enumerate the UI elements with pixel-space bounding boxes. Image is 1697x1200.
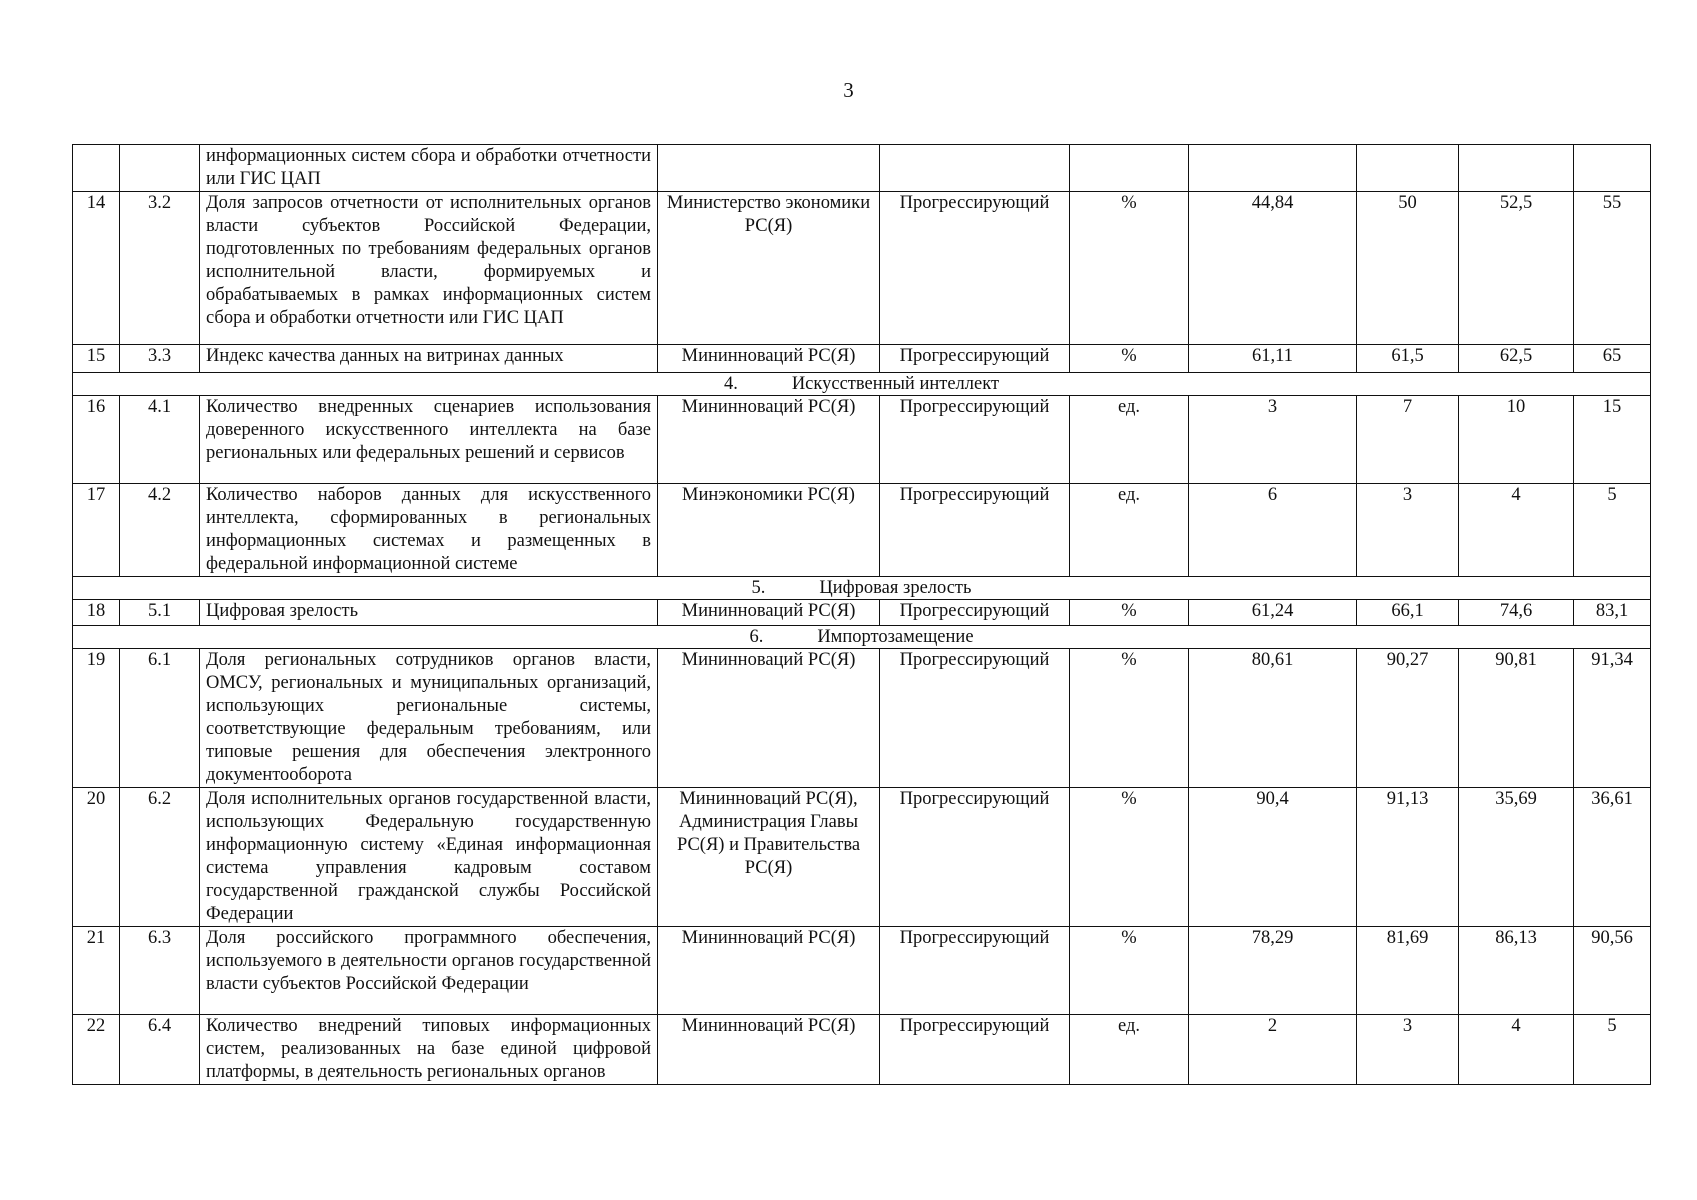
table-row — [73, 788, 1651, 927]
cell-value-2: 52,5 — [1459, 192, 1574, 345]
cell-value-2: 62,5 — [1459, 345, 1574, 373]
section-row — [73, 577, 1651, 600]
cell-responsible: Мининноваций РС(Я), Администрация Главы РС(Я) и Правительства РС(Я) — [658, 788, 880, 927]
section-row — [73, 373, 1651, 396]
table-row — [73, 649, 1651, 788]
cell-responsible: Мининноваций РС(Я) — [658, 345, 880, 373]
cell-type: Прогрессирующий — [880, 396, 1070, 484]
cell-unit: ед. — [1070, 1015, 1189, 1085]
cell-value-2: 10 — [1459, 396, 1574, 484]
cell-indicator-name: Доля российского программного обеспечения, используемого в деятельности органов государственной власти субъектов Российской Федерации — [200, 927, 658, 1015]
cell-unit: % — [1070, 600, 1189, 626]
cell-num — [73, 145, 120, 192]
cell-unit: % — [1070, 927, 1189, 1015]
cell-value-3 — [1574, 145, 1651, 192]
cell-base-value: 2 — [1189, 1015, 1357, 1085]
cell-responsible: Мининноваций РС(Я) — [658, 600, 880, 626]
cell-code: 4.2 — [120, 484, 200, 577]
cell-code: 3.2 — [120, 192, 200, 345]
cell-code: 6.4 — [120, 1015, 200, 1085]
table-row — [73, 484, 1651, 577]
cell-num: 21 — [73, 927, 120, 1015]
cell-code — [120, 145, 200, 192]
cell-type: Прогрессирующий — [880, 484, 1070, 577]
cell-unit: ед. — [1070, 484, 1189, 577]
cell-code: 6.2 — [120, 788, 200, 927]
cell-value-3: 15 — [1574, 396, 1651, 484]
cell-num: 16 — [73, 396, 120, 484]
section-row — [73, 626, 1651, 649]
cell-responsible: Мининноваций РС(Я) — [658, 396, 880, 484]
section-heading — [73, 373, 1651, 396]
section-heading — [73, 626, 1651, 649]
cell-value-1: 50 — [1357, 192, 1459, 345]
cell-type: Прогрессирующий — [880, 788, 1070, 927]
cell-num: 22 — [73, 1015, 120, 1085]
cell-base-value: 78,29 — [1189, 927, 1357, 1015]
cell-num: 14 — [73, 192, 120, 345]
cell-code: 6.1 — [120, 649, 200, 788]
cell-value-3: 5 — [1574, 484, 1651, 577]
cell-value-1 — [1357, 145, 1459, 192]
cell-indicator-name: Индекс качества данных на витринах данных — [200, 345, 658, 373]
cell-type: Прогрессирующий — [880, 600, 1070, 626]
cell-type: Прогрессирующий — [880, 1015, 1070, 1085]
cell-base-value — [1189, 145, 1357, 192]
cell-responsible — [658, 145, 880, 192]
cell-indicator-name: Количество внедрений типовых информационных систем, реализованных на базе единой цифровой платформы, в деятельность региональных органов — [200, 1015, 658, 1085]
cell-responsible: Мининноваций РС(Я) — [658, 927, 880, 1015]
cell-value-1: 81,69 — [1357, 927, 1459, 1015]
cell-unit: % — [1070, 649, 1189, 788]
cell-type: Прогрессирующий — [880, 192, 1070, 345]
cell-unit — [1070, 145, 1189, 192]
cell-value-1: 91,13 — [1357, 788, 1459, 927]
cell-base-value: 61,11 — [1189, 345, 1357, 373]
section-title: Искусственный интеллект — [791, 374, 1000, 394]
table-row — [73, 192, 1651, 345]
cell-responsible: Министерство экономики РС(Я) — [658, 192, 880, 345]
cell-responsible: Мининноваций РС(Я) — [658, 1015, 880, 1085]
section-title: Импортозамещение — [817, 627, 974, 647]
cell-value-1: 66,1 — [1357, 600, 1459, 626]
table-row — [73, 345, 1651, 373]
cell-value-1: 3 — [1357, 1015, 1459, 1085]
cell-type — [880, 145, 1070, 192]
cell-unit: % — [1070, 345, 1189, 373]
cell-value-2 — [1459, 145, 1574, 192]
cell-num: 18 — [73, 600, 120, 626]
section-number: 6. — [749, 627, 764, 647]
section-title: Цифровая зрелость — [819, 578, 972, 598]
cell-value-3: 65 — [1574, 345, 1651, 373]
cell-value-1: 7 — [1357, 396, 1459, 484]
cell-value-2: 74,6 — [1459, 600, 1574, 626]
cell-value-3: 91,34 — [1574, 649, 1651, 788]
cell-num: 17 — [73, 484, 120, 577]
cell-value-1: 61,5 — [1357, 345, 1459, 373]
cell-type: Прогрессирующий — [880, 649, 1070, 788]
cell-code: 6.3 — [120, 927, 200, 1015]
cell-value-1: 90,27 — [1357, 649, 1459, 788]
cell-code: 4.1 — [120, 396, 200, 484]
page-number: 3 — [843, 78, 854, 102]
table-row — [73, 1015, 1651, 1085]
cell-responsible: Мининноваций РС(Я) — [658, 649, 880, 788]
cell-indicator-name: Доля запросов отчетности от исполнительных органов власти субъектов Российской Федерации, подготовленных по требованиям федеральных органов исполнительной власти, формируемых и обрабатываемых в рамках информационных систем сбора и обработки отчетности или ГИС ЦАП — [200, 192, 658, 345]
cell-indicator-name: Количество внедренных сценариев использования доверенного искусственного интеллекта на базе региональных или федеральных решений и сервисов — [200, 396, 658, 484]
cell-indicator-name: Доля региональных сотрудников органов власти, ОМСУ, региональных и муниципальных организаций, использующих региональные системы, соответствующие федеральным требованиям, или типовые решения для обеспечения электронного документооборота — [200, 649, 658, 788]
cell-base-value: 6 — [1189, 484, 1357, 577]
cell-indicator-name: Доля исполнительных органов государственной власти, использующих Федеральную государственную информационную систему «Единая информационная система управления кадровым составом государственной гражданской службы Российской Федерации — [200, 788, 658, 927]
cell-base-value: 61,24 — [1189, 600, 1357, 626]
cell-value-3: 55 — [1574, 192, 1651, 345]
cell-value-2: 35,69 — [1459, 788, 1574, 927]
cell-value-2: 86,13 — [1459, 927, 1574, 1015]
table-row — [73, 927, 1651, 1015]
section-heading — [73, 577, 1651, 600]
cell-code: 5.1 — [120, 600, 200, 626]
cell-num: 19 — [73, 649, 120, 788]
indicators-table — [72, 144, 1651, 1085]
cell-base-value: 90,4 — [1189, 788, 1357, 927]
cell-value-2: 90,81 — [1459, 649, 1574, 788]
cell-value-2: 4 — [1459, 1015, 1574, 1085]
cell-num: 15 — [73, 345, 120, 373]
cell-value-1: 3 — [1357, 484, 1459, 577]
cell-type: Прогрессирующий — [880, 927, 1070, 1015]
cell-num: 20 — [73, 788, 120, 927]
cell-base-value: 3 — [1189, 396, 1357, 484]
cell-unit: % — [1070, 788, 1189, 927]
cell-value-3: 83,1 — [1574, 600, 1651, 626]
table-row — [73, 600, 1651, 626]
section-number: 4. — [723, 374, 738, 394]
cell-responsible: Минэкономики РС(Я) — [658, 484, 880, 577]
cell-value-2: 4 — [1459, 484, 1574, 577]
cell-value-3: 36,61 — [1574, 788, 1651, 927]
cell-type: Прогрессирующий — [880, 345, 1070, 373]
cell-indicator-name: информационных систем сбора и обработки отчетности или ГИС ЦАП — [200, 145, 658, 192]
cell-base-value: 80,61 — [1189, 649, 1357, 788]
cell-indicator-name: Количество наборов данных для искусственного интеллекта, сформированных в региональных информационных системах и размещенных в федеральной информационной системе — [200, 484, 658, 577]
cell-value-3: 90,56 — [1574, 927, 1651, 1015]
cell-unit: ед. — [1070, 396, 1189, 484]
continuation-row — [73, 145, 1651, 192]
cell-unit: % — [1070, 192, 1189, 345]
cell-value-3: 5 — [1574, 1015, 1651, 1085]
cell-indicator-name: Цифровая зрелость — [200, 600, 658, 626]
section-number: 5. — [751, 578, 766, 598]
cell-code: 3.3 — [120, 345, 200, 373]
table-row — [73, 396, 1651, 484]
cell-base-value: 44,84 — [1189, 192, 1357, 345]
